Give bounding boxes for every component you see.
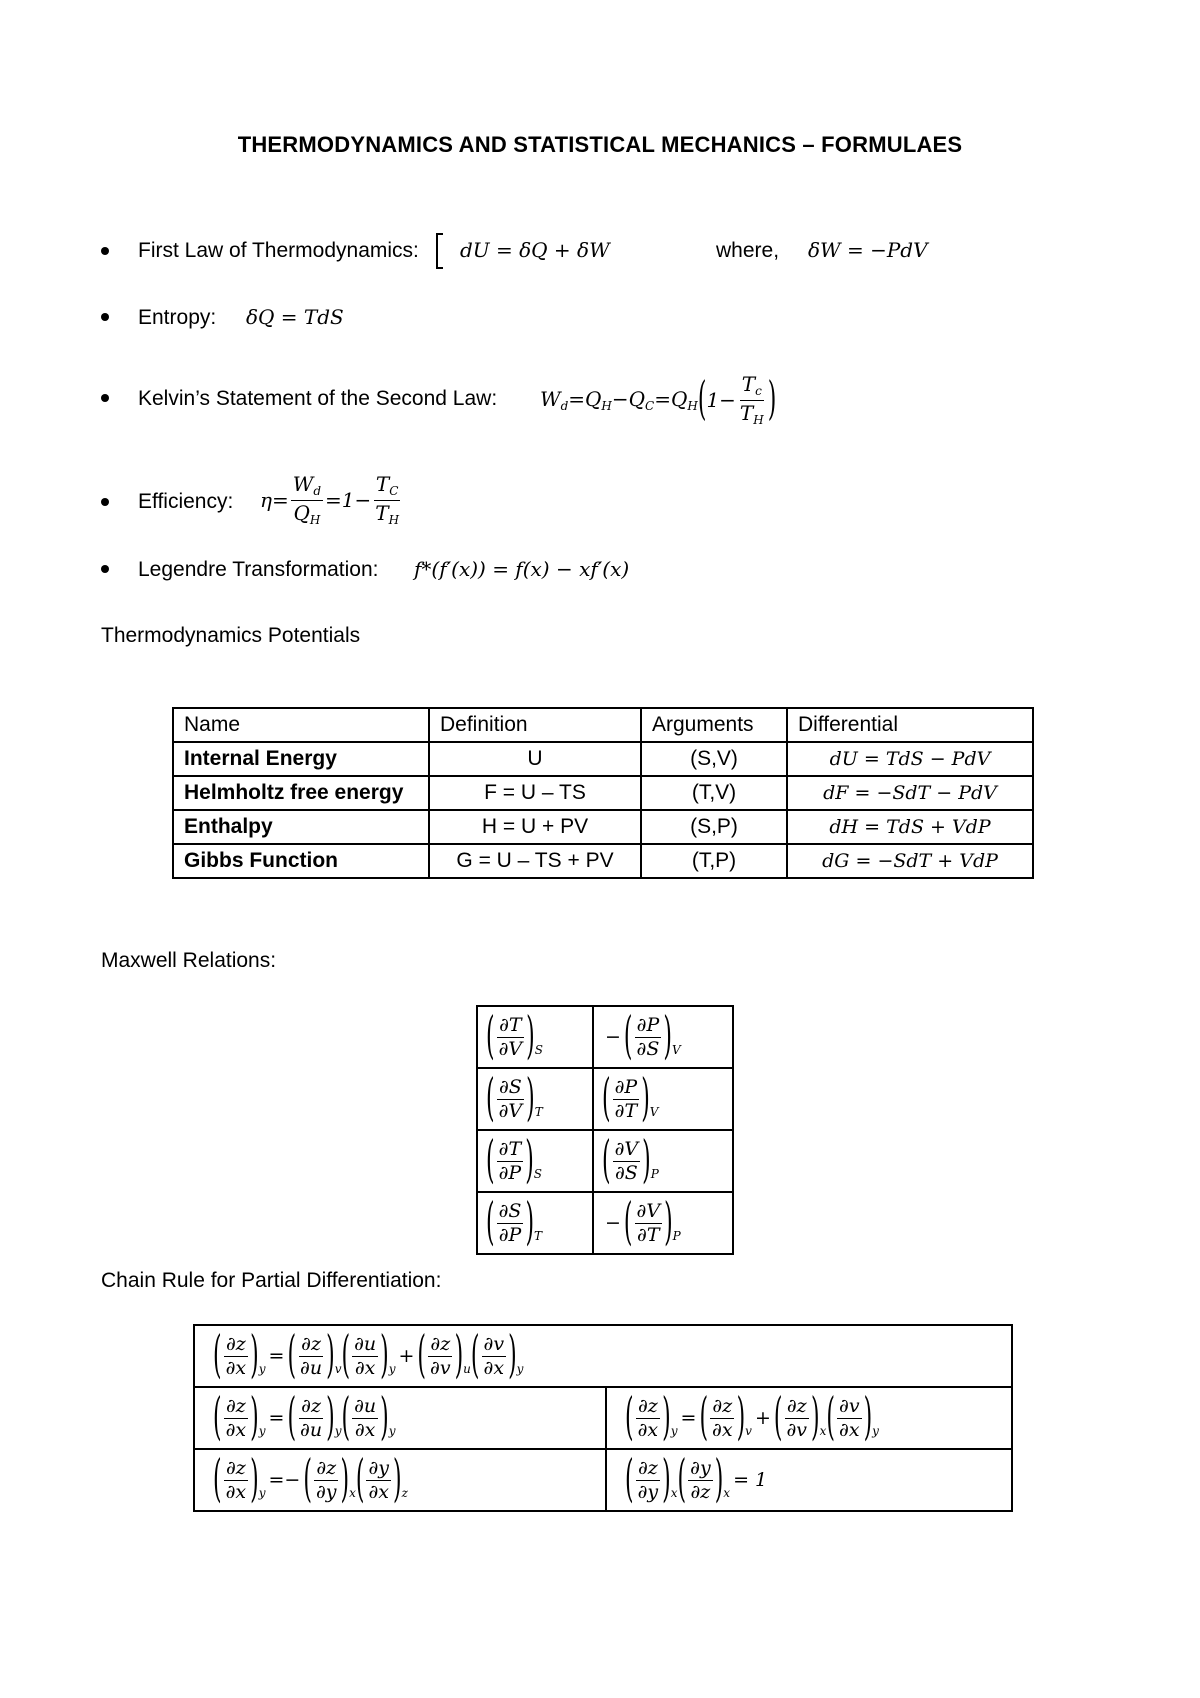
potential-differential: dU = TdS − PdV [787,742,1033,776]
efficiency-label: Efficiency: [138,490,234,513]
table-header-row [173,708,1033,742]
table-row [173,742,1033,776]
table-row [477,1006,733,1068]
chain-rule-table [193,1324,1013,1512]
table-row [477,1068,733,1130]
potential-definition: U [429,742,641,776]
entropy-equation: δQ = TdS [246,305,344,329]
potential-arguments: (S,P) [641,810,787,844]
table-header: Definition [429,708,641,742]
potential-name: Gibbs Function [173,844,429,878]
chain-rule-formula: ( $\frac{\partial z}{\partial x}$ ) y =− ( $\frac{\partial z}{\partial y}$ ) x ( $\frac{\partial y}{\partial x}$ ) z [213,1451,408,1509]
where-label: where, [716,239,780,262]
potential-differential: dH = TdS + VdP [787,810,1033,844]
maxwell-term: − ( $\frac{\partial P}{\partial S}$ ) V [605,1008,681,1066]
table-header: Arguments [641,708,787,742]
potential-arguments: (T,V) [641,776,787,810]
maxwell-term: ( $\frac{\partial S}{\partial V}$ ) T [486,1070,543,1128]
bullet-dot [101,498,109,506]
maxwell-term: ( $\frac{\partial S}{\partial P}$ ) T [486,1194,543,1252]
bullet-dot [101,394,109,402]
maxwell-term: ( $\frac{\partial V}{\partial S}$ ) P [602,1132,659,1190]
table-row [173,810,1033,844]
kelvin-equation: $W_d=Q_H-Q_C=Q_H$ ( 1− $\frac{T_c}{T_H}$ ) [540,371,777,427]
work-equation: δW = −PdV [808,238,928,262]
table-row [477,1192,733,1254]
maxwell-term: ( $\frac{\partial T}{\partial P}$ ) S [486,1132,543,1190]
chain-rule-formula: ( $\frac{\partial z}{\partial x}$ ) y = ( $\frac{\partial z}{\partial u}$ ) v ( $\frac{\partial u}{\partial x}$ ) y + ( $\frac{\partial z}{\partial v}$ ) u ( $\frac{\partial v}{\partial x}$ ) y [213,1327,524,1385]
table-header: Differential [787,708,1033,742]
maxwell-table [476,1005,734,1255]
potential-arguments: (T,P) [641,844,787,878]
potential-name: Internal Energy [173,742,429,776]
equals-one: = 1 [733,1469,768,1491]
legendre-equation: f*(f′(x)) = f(x) − xf′(x) [414,557,630,581]
chain-rule-formula: ( $\frac{\partial z}{\partial y}$ ) x ( $\frac{\partial y}{\partial z}$ ) x = 1 [625,1451,768,1509]
table-row [173,844,1033,878]
bullet-dot [101,247,109,255]
entropy-label: Entropy: [138,306,217,329]
chain-rule-heading: Chain Rule for Partial Differentiation: [101,1269,442,1292]
efficiency-equation: η= $\frac{W_d}{Q_H}$ =1− $\frac{T_C}{T_H}$ [260,471,400,527]
potential-differential: dF = −SdT − PdV [787,776,1033,810]
potential-definition: F = U – TS [429,776,641,810]
potential-name: Helmholtz free energy [173,776,429,810]
potential-differential: dG = −SdT + VdP [787,844,1033,878]
potential-definition: H = U + PV [429,810,641,844]
potential-name: Enthalpy [173,810,429,844]
chain-rule-formula: ( $\frac{\partial z}{\partial x}$ ) y = ( $\frac{\partial z}{\partial x}$ ) v + ( $\frac{\partial z}{\partial v}$ ) x ( $\frac{\partial v}{\partial x}$ ) y [625,1389,879,1447]
table-row [194,1325,1012,1387]
bullet-dot [101,313,109,321]
maxwell-term: ( $\frac{\partial T}{\partial V}$ ) S [486,1008,543,1066]
bullet-dot [101,565,109,573]
maxwell-term: − ( $\frac{\partial V}{\partial T}$ ) P [605,1194,681,1252]
chain-rule-formula: ( $\frac{\partial z}{\partial x}$ ) y = ( $\frac{\partial z}{\partial u}$ ) y ( $\frac{\partial u}{\partial x}$ ) y [213,1389,396,1447]
first-law-equation: dU = δQ + δW [460,238,610,262]
kelvin-label: Kelvin’s Statement of the Second Law: [138,387,498,410]
table-row [173,776,1033,810]
potential-arguments: (S,V) [641,742,787,776]
potentials-table [172,707,1034,879]
table-row [477,1130,733,1192]
table-header: Name [173,708,429,742]
maxwell-term: ( $\frac{\partial P}{\partial T}$ ) V [602,1070,659,1128]
page-title: THERMODYNAMICS AND STATISTICAL MECHANICS – FORMULAES [237,132,963,157]
maxwell-heading: Maxwell Relations: [101,949,277,972]
potential-definition: G = U – TS + PV [429,844,641,878]
table-row [194,1387,1012,1449]
left-bracket-icon [433,232,445,270]
first-law-label: First Law of Thermodynamics: [138,239,419,262]
table-row [194,1449,1012,1511]
legendre-label: Legendre Transformation: [138,558,379,581]
potentials-heading: Thermodynamics Potentials [101,624,361,647]
